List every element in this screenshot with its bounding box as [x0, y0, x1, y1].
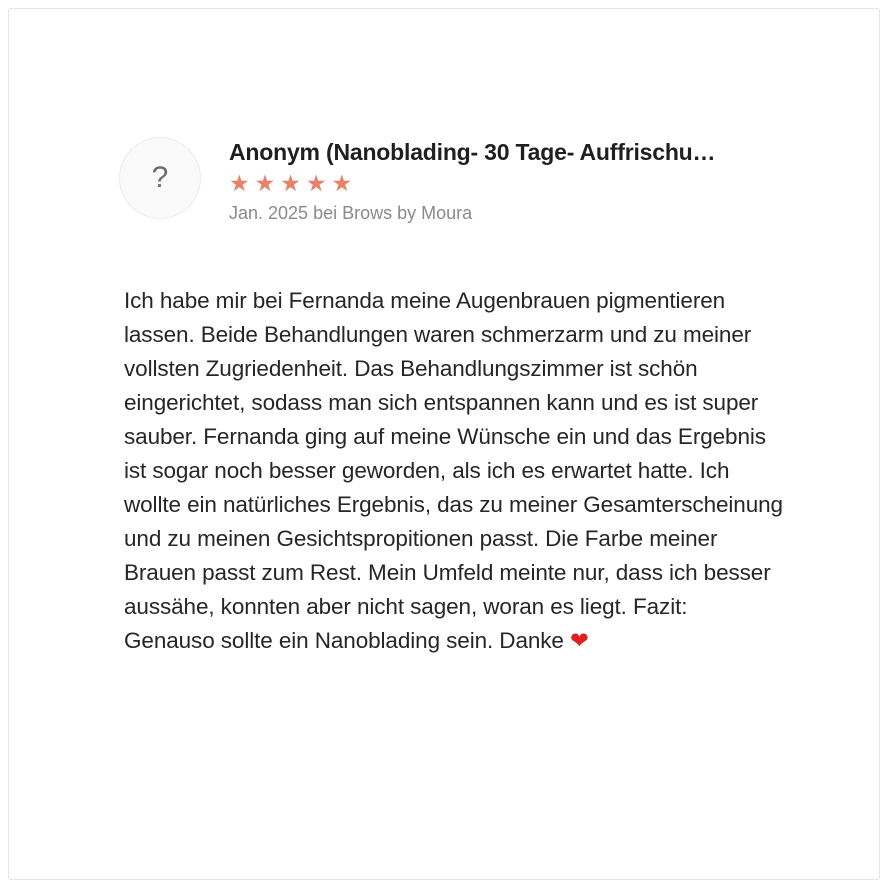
review-header-text: [229, 134, 715, 225]
reviewer-name: Anonym (Nanoblading- 30 Tage- Auffrischu…: [229, 139, 716, 165]
rating-stars: [229, 171, 715, 196]
review-header: [9, 134, 879, 225]
heart-icon: ❤: [570, 628, 589, 653]
review-text: [124, 284, 790, 658]
review-meta: Jan. 2025 bei Brows by Moura: [229, 203, 473, 224]
avatar: [119, 137, 201, 219]
review-text-content: Ich habe mir bei Fernanda meine Augenbrauen pigmentieren lassen. Beide Behandlungen waren schmerzarm und zu meiner vollsten Zugriedenheit. Das Behandlungszimmer ist schön eingerichtet, sodass man sich entspannen kann und es ist super sauber. Fernanda ging auf meine Wünsche ein und das Ergebnis ist sogar noch besser geworden, als ich es erwartet hatte. Ich wollte ein natürliches Ergebnis, das zu meiner Gesamterscheinung und zu meinen Gesichtspropitionen passt. Die Farbe meiner Brauen passt zum Rest. Mein Umfeld meinte nur, dass ich besser aussähe, konnten aber nicht sagen, woran es liegt. Fazit: Genauso sollte ein Nanoblading sein. Danke: [124, 288, 790, 653]
star-icon: ★: [280, 169, 303, 196]
question-mark-icon: ?: [151, 161, 169, 194]
star-icon: ★: [254, 169, 278, 196]
star-icon: ★: [305, 169, 329, 196]
review-card: [8, 8, 880, 880]
star-icon: ★: [229, 169, 252, 196]
star-icon: ★: [331, 169, 355, 196]
